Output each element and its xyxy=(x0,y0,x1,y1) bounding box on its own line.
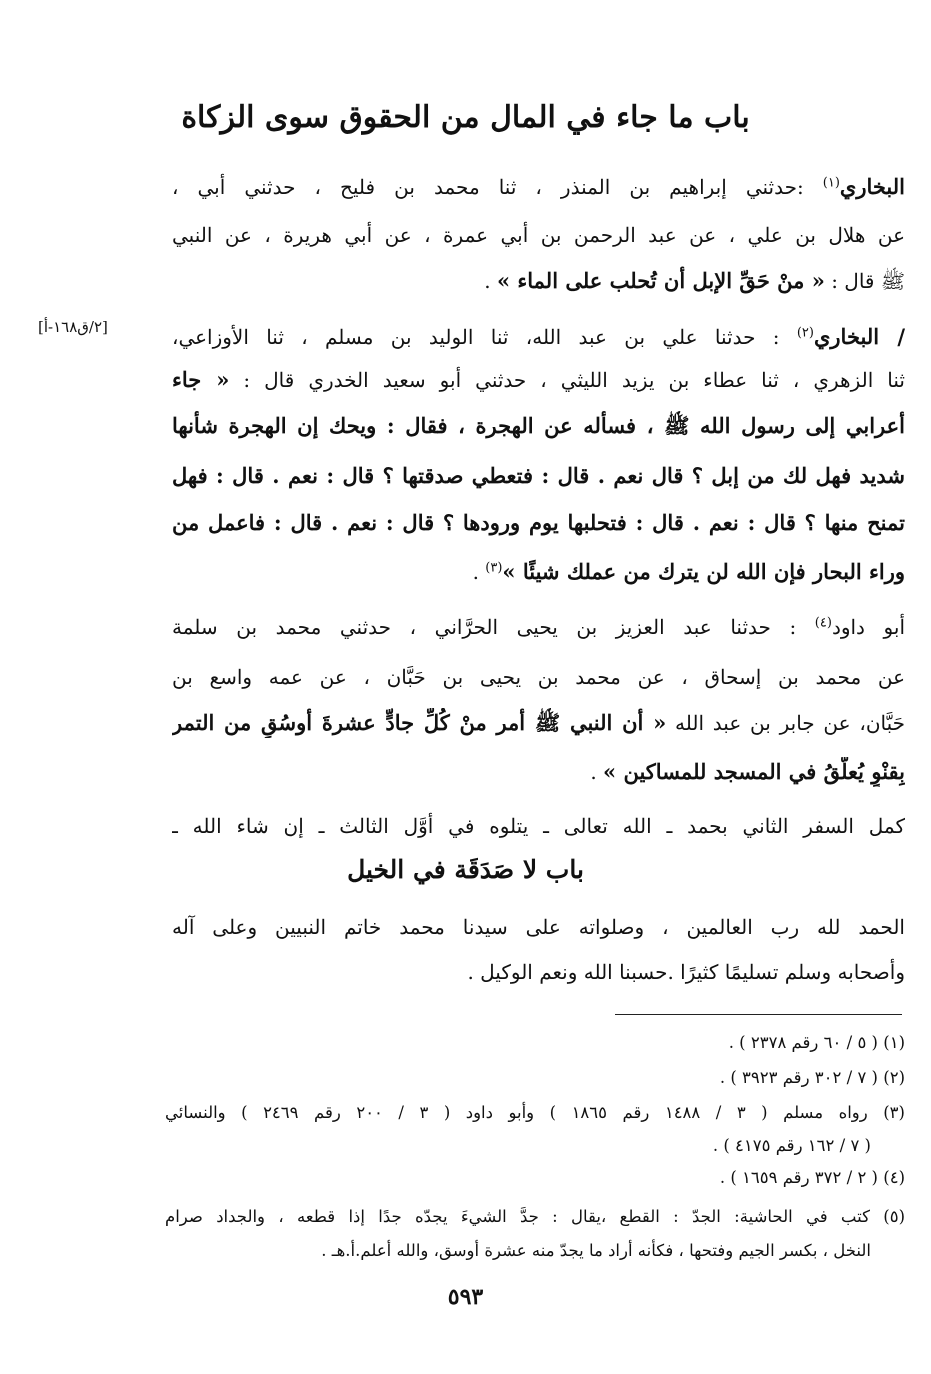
text-segment: حَبَّان، عن جابر بن عبد الله xyxy=(666,711,905,735)
footnote: النخل ، بكسر الجيم وفتحها ، فكأنه أراد ما يجدّ منه عشرة أوسق، والله أعلم.أ.هـ . xyxy=(321,1241,871,1260)
text-segment: ثنا الزهري ، ثنا عطاء بن يزيد الليثي ، حدثني أبو سعيد الخدري قال : xyxy=(229,368,905,392)
footnote-separator xyxy=(615,1014,902,1015)
body-line xyxy=(172,912,905,942)
text-segment: ﷺ قال : xyxy=(824,269,905,293)
text-segment: : حدثنا علي بن عبد الله، ثنا الوليد بن مسلم ، ثنا الأوزاعي، xyxy=(172,325,797,349)
text-segment: . xyxy=(472,560,486,584)
body-line xyxy=(172,411,905,441)
body-line xyxy=(172,266,905,296)
footnote: (٢) ( ٧ / ٣٠٢ رقم ٣٩٢٣ ) . xyxy=(719,1068,905,1087)
text-segment: :حدثني إبراهيم بن المنذر ، ثنا محمد بن فليح ، حدثني أبي ، xyxy=(172,175,823,199)
body-line xyxy=(172,365,905,395)
body-line xyxy=(172,461,905,491)
footnote-marker: (٤) xyxy=(814,615,832,631)
body-line xyxy=(172,662,905,692)
chapter-title: باب ما جاء في المال من الحقوق سوى الزكاة xyxy=(181,100,750,135)
footnote: (٣) رواه مسلم ( ٣ / ١٤٨٨ رقم ١٨٦٥ ) وأبو داود ( ٣ / ٢٠٠ رقم ٢٤٦٩ ) والنسائي xyxy=(165,1103,905,1122)
body-line xyxy=(172,708,905,738)
body-line xyxy=(172,220,905,250)
text-segment: عن هلال بن علي ، عن عبد الرحمن بن أبي عمرة ، عن أبي هريرة ، عن النبي xyxy=(172,223,905,247)
text-segment: . xyxy=(484,269,497,293)
text-segment: / البخاري xyxy=(813,324,905,349)
body-line xyxy=(172,172,905,202)
footnote: ( ٧ / ١٦٢ رقم ٤١٧٥ ) . xyxy=(712,1136,871,1155)
footnote-marker: (٢) xyxy=(796,325,814,341)
footnote: (٤) ( ٢ / ٣٧٢ رقم ١٦٥٩ ) . xyxy=(719,1168,905,1187)
text-segment: وراء البحار فإن الله لن يترك من عملك شيئًا » xyxy=(502,559,905,584)
text-segment: أبو داود xyxy=(831,615,905,639)
body-line xyxy=(172,322,905,352)
text-segment: كمل السفر الثاني بحمد ـ الله تعالى ـ يتلوه في أوَّل الثالث ـ إن شاء الله ـ xyxy=(172,814,905,838)
text-segment: « أن النبي ﷺ أمر منْ كُلِّ جادٍّ عشرةَ أوسُقٍ من التمر xyxy=(172,710,667,735)
body-line xyxy=(172,612,905,642)
body-line xyxy=(172,957,905,987)
manuscript-folio-reference: [٢/ق١٦٨-أ] xyxy=(38,318,108,336)
text-segment: الحمد لله رب العالمين ، وصلواته على سيدنا محمد خاتم النبيين وعلى آله xyxy=(172,915,905,939)
footnote-marker: (١) xyxy=(822,175,840,191)
footnote: (١) ( ٥ / ٦٠ رقم ٢٣٧٨ ) . xyxy=(728,1033,905,1052)
text-segment: وأصحابه وسلم تسليمًا كثيرًا .حسبنا الله ونعم الوكيل . xyxy=(467,960,905,984)
text-segment: « جاء xyxy=(172,367,230,392)
text-segment: أعرابي إلى رسول الله ﷺ ، فسأله عن الهجرة ، فقال : ويحك إن الهجرة شأنها xyxy=(172,413,905,438)
body-line xyxy=(172,757,905,787)
text-segment: : حدثنا عبد العزيز بن يحيى الحرَّاني ، حدثني محمد بن سلمة xyxy=(172,615,815,639)
page-number: ٥٩٣ xyxy=(447,1284,484,1310)
text-segment: « منْ حَقِّ الإبل أن تُحلب على الماء » xyxy=(496,268,825,293)
footnote: (٥) كتب في الحاشية: الجدّ : القطع ،يقال : جدَّ الشيءَ يجدّه جدًا إذا قطعه ، والجداد صرام xyxy=(165,1207,905,1226)
body-line xyxy=(172,811,905,841)
body-line xyxy=(172,508,905,538)
footnote-marker: (٣) xyxy=(485,560,503,576)
text-segment: . xyxy=(590,760,604,784)
text-segment: البخاري xyxy=(839,174,905,199)
text-segment: عن محمد بن إسحاق ، عن محمد بن يحيى بن حَبَّان ، عن عمه واسع بن xyxy=(172,665,905,689)
text-segment: شديد فهل لك من إبل ؟ قال نعم . قال : فتعطي صدقتها ؟ قال : نعم . قال : فهل xyxy=(172,463,905,488)
text-segment: بِقنْوٍ يُعلَّقُ في المسجد للمساكين » xyxy=(603,759,905,784)
text-segment: تمنح منها ؟ قال : نعم . قال : فتحلبها يوم ورودها ؟ قال : نعم . قال : فاعمل من xyxy=(172,510,905,535)
body-line xyxy=(172,557,905,587)
section-subtitle: باب لا صَدَقَة في الخيل xyxy=(347,855,584,884)
